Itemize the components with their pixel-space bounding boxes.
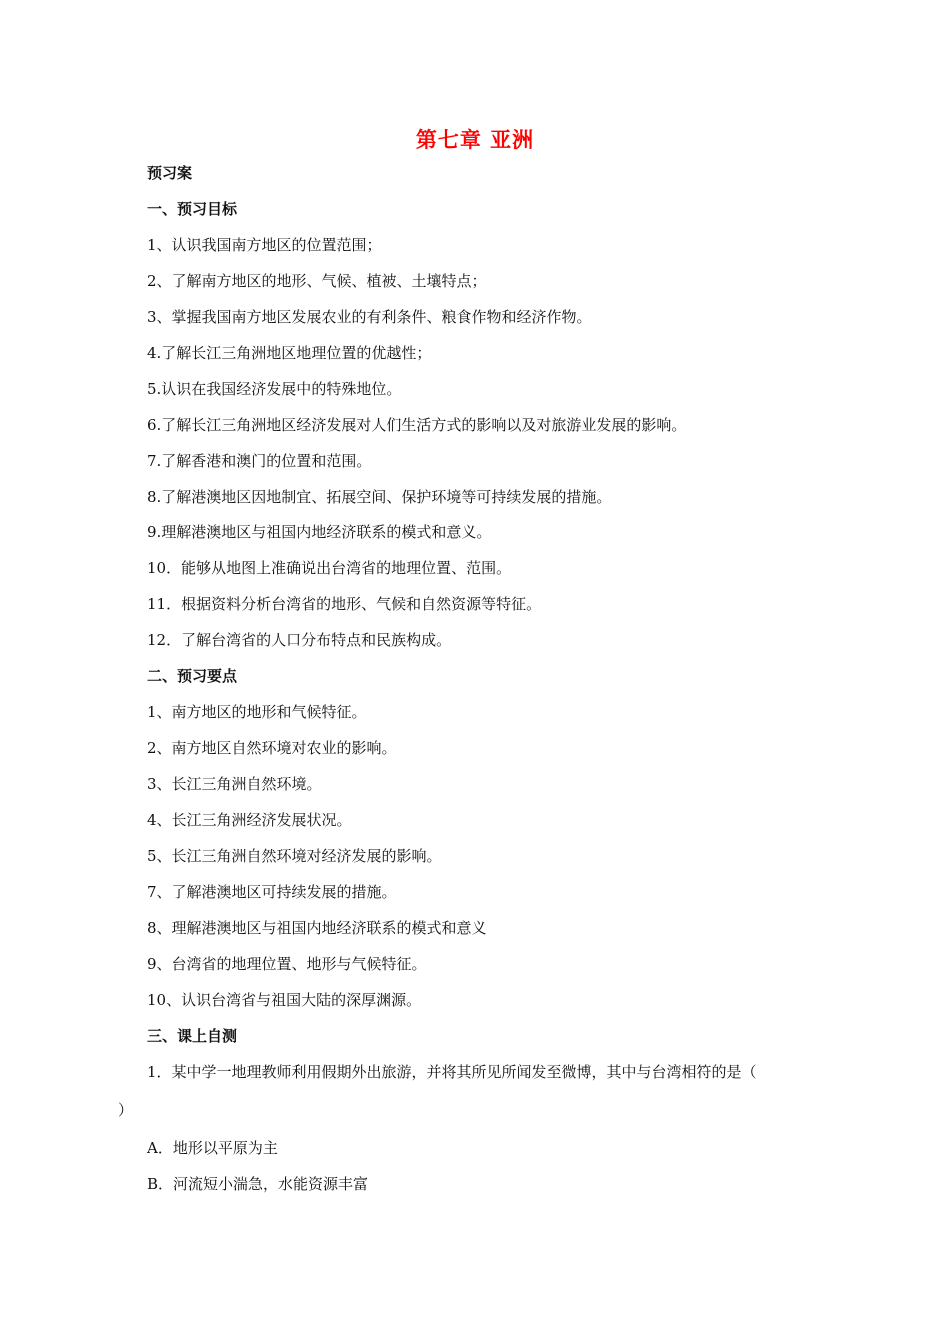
list-item: 8、理解港澳地区与祖国内地经济联系的模式和意义 [147,919,487,937]
list-item: 10．能够从地图上准确说出台湾省的地理位置、范围。 [147,559,512,577]
list-item: 5.认识在我国经济发展中的特殊地位。 [147,380,402,398]
list-item: 3、掌握我国南方地区发展农业的有利条件、粮食作物和经济作物。 [147,308,592,326]
question-stem: 1．某中学一地理教师利用假期外出旅游，并将其所见所闻发至微博，其中与台湾相符的是（ [147,1063,757,1081]
list-item: 11．根据资料分析台湾省的地形、气候和自然资源等特征。 [147,595,542,613]
list-item: 2、南方地区自然环境对农业的影响。 [147,739,397,757]
question-option-a: A．地形以平原为主 [147,1139,278,1157]
question-option-b: B．河流短小湍急，水能资源丰富 [147,1175,369,1193]
question-stem-end: ） [118,1101,134,1119]
page-title: 第七章 亚洲 [415,128,535,152]
list-item: 7.了解香港和澳门的位置和范围。 [147,452,372,470]
list-item: 5、长江三角洲自然环境对经济发展的影响。 [147,847,442,865]
list-item: 10、认识台湾省与祖国大陆的深厚渊源。 [147,991,422,1009]
list-item: 8.了解港澳地区因地制宜、拓展空间、保护环境等可持续发展的措施。 [147,488,612,506]
list-item: 9、台湾省的地理位置、地形与气候特征。 [147,955,427,973]
list-item: 4、长江三角洲经济发展状况。 [147,811,352,829]
list-item: 2、了解南方地区的地形、气候、植被、土壤特点； [147,272,487,290]
list-item: 3、长江三角洲自然环境。 [147,775,322,793]
section-label: 预习案 [147,164,193,182]
part3-heading: 三、课上自测 [147,1027,238,1045]
list-item: 12．了解台湾省的人口分布特点和民族构成。 [147,631,452,649]
list-item: 1、南方地区的地形和气候特征。 [147,703,367,721]
list-item: 4.了解长江三角洲地区地理位置的优越性； [147,344,432,362]
list-item: 1、认识我国南方地区的位置范围； [147,236,382,254]
part1-heading: 一、预习目标 [147,200,238,218]
list-item: 7、了解港澳地区可持续发展的措施。 [147,883,397,901]
list-item: 9.理解港澳地区与祖国内地经济联系的模式和意义。 [147,523,492,541]
part2-heading: 二、预习要点 [147,667,238,685]
list-item: 6.了解长江三角洲地区经济发展对人们生活方式的影响以及对旅游业发展的影响。 [147,416,687,434]
